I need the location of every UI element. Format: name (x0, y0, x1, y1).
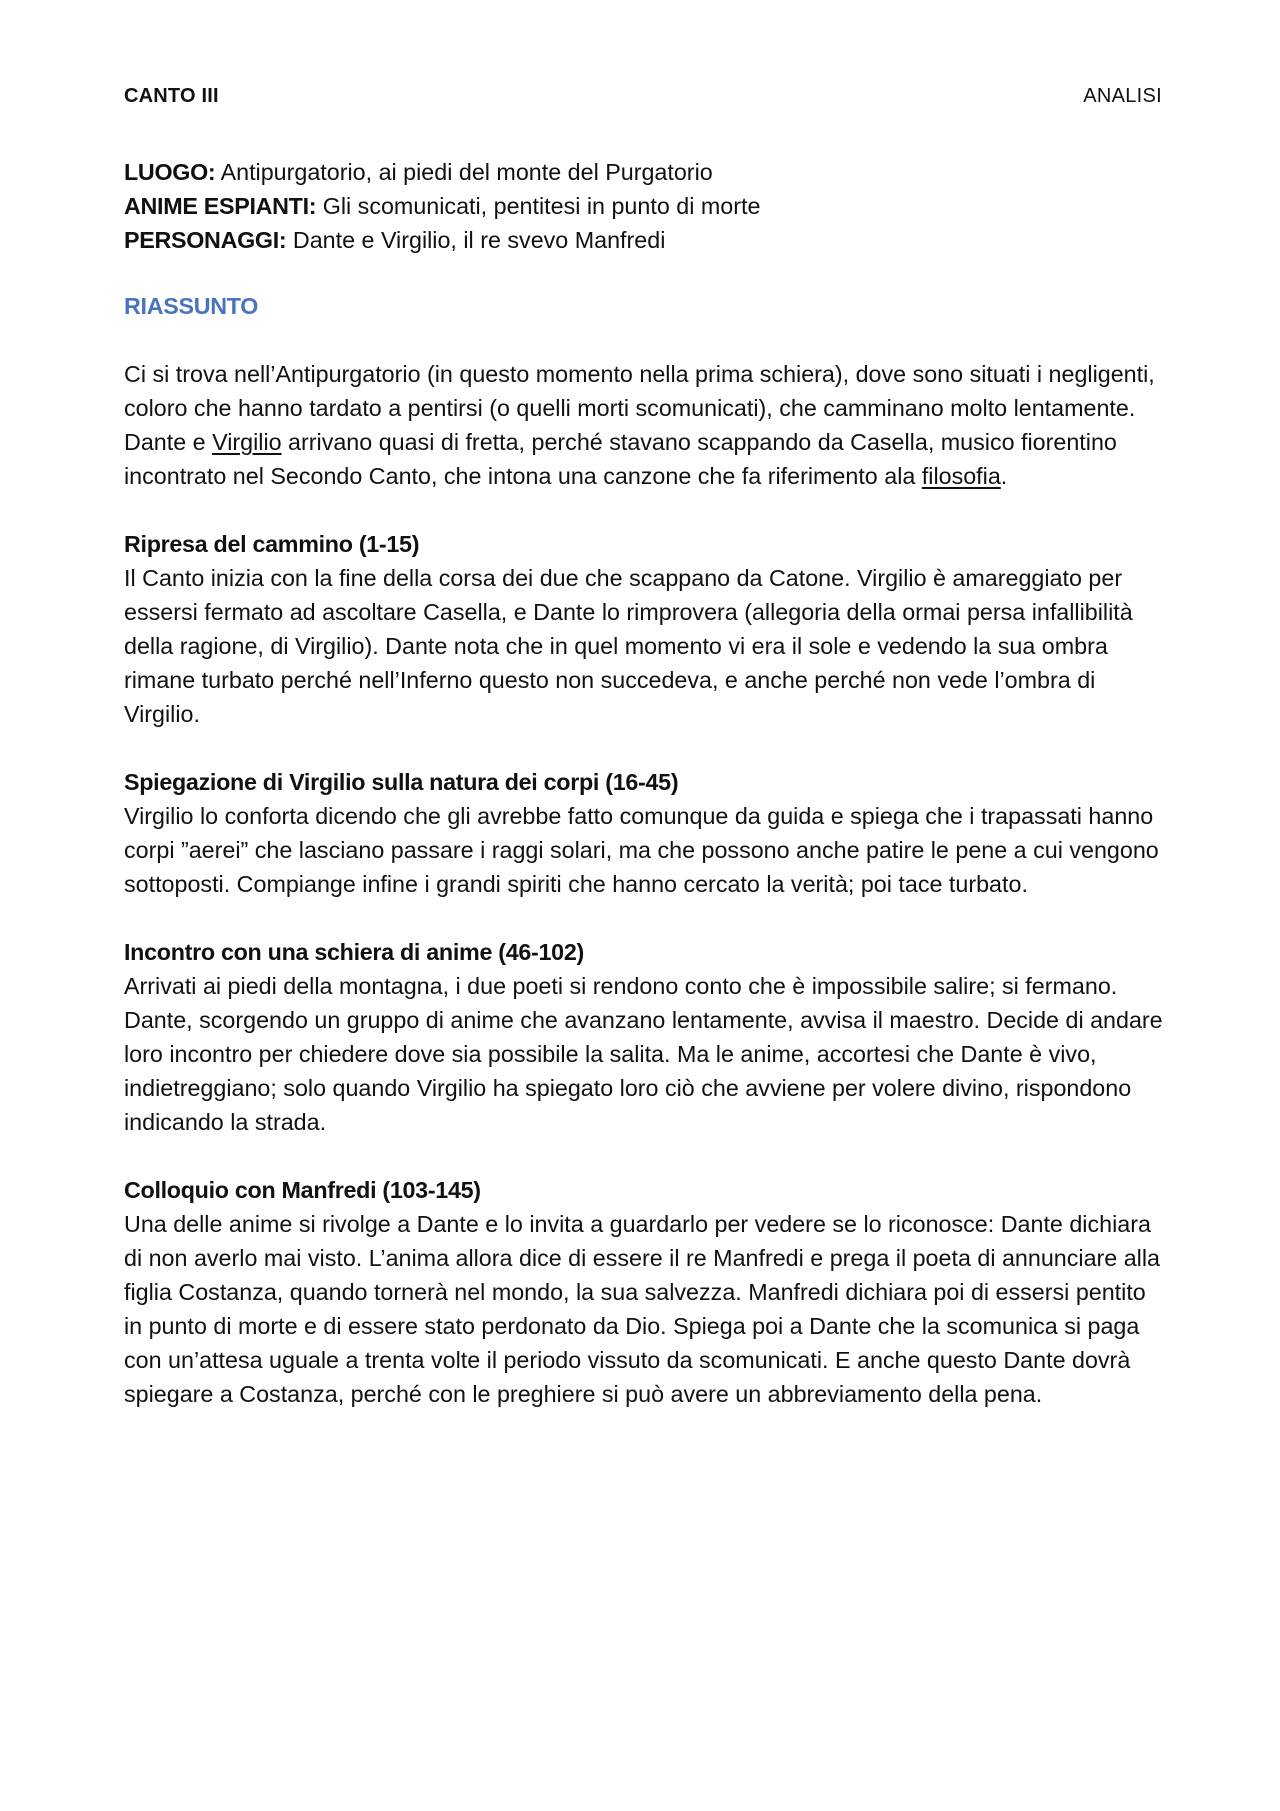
meta-value: Dante e Virgilio, il re svevo Manfredi (292, 227, 666, 253)
summary-title: RIASSUNTO (124, 293, 259, 319)
section-text: Una delle anime si rivolge a Dante e lo invita a guardarlo per vedere se lo riconosce: Dante dichiara di non averlo mai visto. L’anima allora dice di essere il re Manfredi e prega il poeta di annunciare alla figlia Costanza, quando tornerà nel mondo, la sua salvezza. Manfredi dichiara poi di essersi pentito in punto di morte e di essere stato perdonato da Dio. Spiega poi a Dante che la scomunica si paga con un’attesa uguale a trenta volte il periodo vissuto da scomunicati. E anche questo Dante dovrà spiegare a Costanza, perché con le preghiere si può avere un abbreviamento della pena. (124, 1211, 1160, 1407)
meta-line-anime (124, 189, 1169, 223)
meta-label: LUOGO: (124, 159, 216, 185)
meta-line-luogo (124, 155, 1169, 189)
meta-value: Antipurgatorio, ai piedi del monte del Purgatorio (220, 159, 713, 185)
meta-block (124, 155, 1169, 257)
section-ripresa (124, 527, 1169, 731)
meta-label: PERSONAGGI: (124, 227, 287, 253)
document-body (124, 155, 1169, 1411)
section-colloquio (124, 1173, 1169, 1411)
link-virgilio[interactable]: Virgilio (212, 429, 282, 455)
intro-paragraph (124, 357, 1169, 493)
header-section-label: ANALISI (1083, 85, 1162, 107)
header-canto-title: CANTO III (124, 85, 219, 107)
intro-text: . (1000, 463, 1008, 489)
intro-text: arrivano quasi di fretta, perché stavano scappando da Casella, musico fiorentino incontrato nel Secondo Canto, che intona una canzone che fa riferimento ala (124, 429, 1117, 489)
section-heading: Incontro con una schiera di anime (46-102) (124, 939, 584, 965)
meta-label: ANIME ESPIANTI: (124, 193, 317, 219)
meta-value: Gli scomunicati, pentitesi in punto di morte (322, 193, 761, 219)
section-text: Il Canto inizia con la fine della corsa dei due che scappano da Catone. Virgilio è amareggiato per essersi fermato ad ascoltare Casella, e Dante lo rimprovera (allegoria della ormai persa infallibilità della ragione, di Virgilio). Dante nota che in quel momento vi era il sole e vedendo la sua ombra rimane turbato perché nell’Inferno questo non succedeva, e anche perché non vede l’ombra di Virgilio. (124, 565, 1133, 727)
section-heading: Spiegazione di Virgilio sulla natura dei corpi (16-45) (124, 769, 679, 795)
section-text: Virgilio lo conforta dicendo che gli avrebbe fatto comunque da guida e spiega che i trapassati hanno corpi ”aerei” che lasciano passare i raggi solari, ma che possono anche patire le pene a cui vengono sottoposti. Compiange infine i grandi spiriti che hanno cercato la verità; poi tace turbato. (124, 803, 1159, 897)
section-incontro (124, 935, 1169, 1139)
section-heading: Ripresa del cammino (1-15) (124, 531, 420, 557)
section-heading: Colloquio con Manfredi (103-145) (124, 1177, 481, 1203)
link-filosofia[interactable]: filosofia (921, 463, 1001, 489)
section-spiegazione (124, 765, 1169, 901)
intro-text: Ci si trova nell’Antipurgatorio (in questo momento nella prima schiera), dove sono situati i negligenti, coloro che hanno tardato a pentirsi (o quelli morti scomunicati), che camminano molto lentamente. Dante e (124, 361, 1155, 455)
meta-line-personaggi (124, 223, 1169, 257)
section-text: Arrivati ai piedi della montagna, i due poeti si rendono conto che è impossibile salire; si fermano. Dante, scorgendo un gruppo di anime che avanzano lentamente, avvisa il maestro. Decide di andare loro incontro per chiedere dove sia possibile la salita. Ma le anime, accortesi che Dante è vivo, indietreggiano; solo quando Virgilio ha spiegato loro ciò che avviene per volere divino, rispondono indicando la strada. (124, 973, 1163, 1135)
